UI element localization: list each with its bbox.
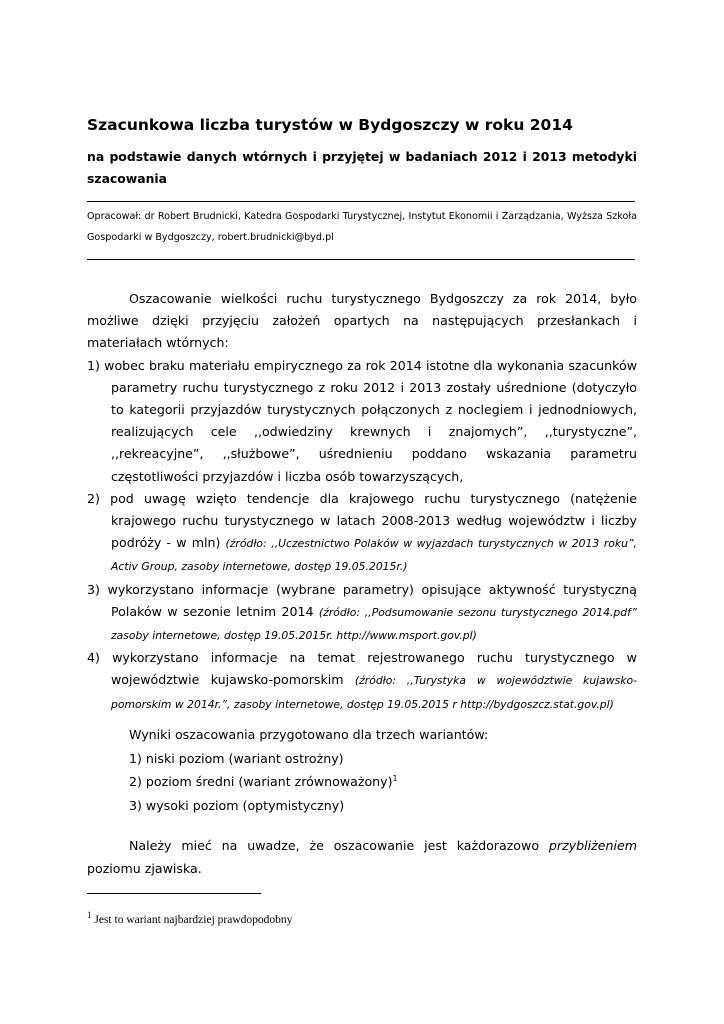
source-citation: (źródło: ,,Uczestnictwo Polaków w wyjazdach turystycznych w 2013 roku”, Activ Group, zasoby internetowe, dostęp 19.05.2015r.) <box>111 537 637 574</box>
variant-item: 1) niski poziom (wariant ostrożny) <box>129 750 344 766</box>
list-item-number: 3) <box>87 581 108 597</box>
list-item <box>87 488 637 579</box>
list-item-text: wykorzystano informacje na temat rejestrowanego ruchu turystycznego w województwie kujawsko-pomorskim <box>111 650 637 688</box>
footnote-number: 1 <box>87 910 92 920</box>
divider-bottom <box>87 259 635 260</box>
list-item <box>87 579 637 648</box>
document-subtitle: na podstawie danych wtórnych i przyjętej w badaniach 2012 i 2013 metodyki szacowania <box>87 149 637 186</box>
source-citation: (źródło: ,,Turystyka w województwie kujawsko-pomorskim w 2014r.”, zasoby internetowe, dostęp 19.05.2015 r http://bydgoszcz.stat.gov.pl) <box>111 674 637 711</box>
document-title: Szacunkowa liczba turystów w Bydgoszczy w roku 2014 <box>87 116 573 134</box>
intro-paragraph: Oszacowanie wielkości ruchu turystycznego Bydgoszczy za rok 2014, było możliwe dzięki przyjęciu założeń opartych na następujących przesłankach i materiałach wtórnych: <box>87 291 637 351</box>
document-body <box>87 288 637 716</box>
variant-item <box>129 770 488 794</box>
conclusion-paragraph <box>87 835 637 880</box>
conclusion-text-end: poziomu zjawiska. <box>87 860 202 876</box>
footnote-separator <box>87 893 261 894</box>
list-item <box>87 647 637 716</box>
variants-section <box>129 723 488 817</box>
list-item <box>87 355 637 488</box>
list-item-text: wykorzystano informacje (wybrane parametry) opisujące aktywność turystyczną Polaków w sezonie letnim 2014 <box>107 581 638 619</box>
footnote-reference[interactable]: 1 <box>392 773 398 783</box>
list-item-text: wobec braku materiału empirycznego za rok 2014 istotne dla wykonania szacunków parametry ruchu turystycznego z roku 2012 i 2013 zostały uśrednione (dotyczyło to kategorii przyjazdów turystycznych połączonych z noclegiem i jednodniowych, realizujących cele ,,odwiedziny krewnych i znajomych”, ,,turystyczne”, ,,rekreacyjne”, ,,służbowe”, uśrednieniu poddano wskazania parametru częstotliwości przyjazdów i liczba osób towarzyszących, <box>104 357 637 484</box>
list-item-number: 4) <box>87 650 113 666</box>
source-list <box>87 355 637 716</box>
footnote <box>87 910 292 926</box>
divider-top <box>87 201 635 202</box>
footnote-text: Jest to wariant najbardziej prawdopodobny <box>91 913 293 926</box>
list-item-number: 1) <box>87 357 105 373</box>
conclusion-text: Należy mieć na uwadze, że oszacowanie jest każdorazowo <box>129 838 549 853</box>
variant-item: 3) wysoki poziom (optymistyczny) <box>129 797 345 813</box>
conclusion-emphasis: przybliżeniem <box>548 838 637 853</box>
variants-intro: Wyniki oszacowania przygotowano dla trzech wariantów: <box>129 727 489 742</box>
author-info: Opracował: dr Robert Brudnicki, Katedra Gospodarki Turystycznej, Instytut Ekonomii i Zarządzania, Wyższa Szkoła Gospodarki w Bydgoszczy, robert.brudnicki@byd.pl <box>87 211 637 243</box>
list-item-text: pod uwagę wzięto tendencje dla krajowego ruchu turystycznego (natężenie krajowego ruchu turystycznego w latach 2008-2013 według województw i liczby podróży - w mln) <box>110 490 638 551</box>
variant-text: 2) poziom średni (wariant zrównoważony) <box>129 774 393 789</box>
source-citation: (źródło: ,,Podsumowanie sezonu turystycznego 2014.pdf” zasoby internetowe, dostęp 19.05.2015r. http://www.msport.gov.pl) <box>111 605 638 643</box>
list-item-number: 2) <box>87 490 111 506</box>
